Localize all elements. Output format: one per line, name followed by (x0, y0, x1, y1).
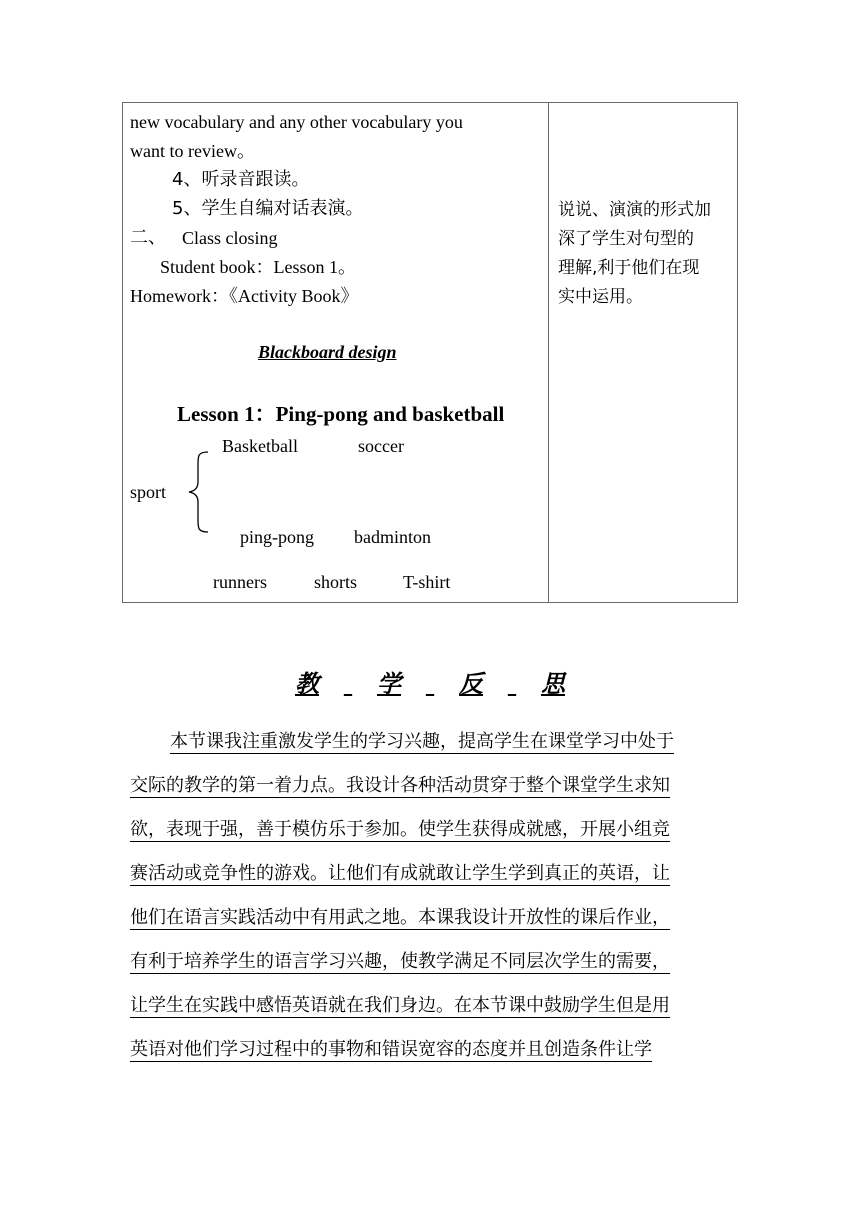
teaching-note-line: 深了学生对句型的 (558, 229, 694, 249)
blackboard-design-heading: Blackboard design (258, 342, 397, 362)
section-two-marker: 二、 (130, 227, 166, 248)
left-cell-line-1: new vocabulary and any other vocabulary you (130, 112, 463, 132)
curly-brace-icon (186, 450, 216, 534)
diagram-word-runners: runners (213, 572, 267, 592)
reflection-paragraph (130, 727, 730, 1079)
homework-line: Homework：《Activity Book》 (130, 286, 359, 306)
paragraph-line: 本节课我注重激发学生的学习兴趣，提高学生在课堂学习中处于 (170, 731, 674, 752)
paragraph-line: 赛活动或竞争性的游戏。让他们有成就敢让学生学到真正的英语，让 (130, 863, 670, 884)
reflection-title-char: 学 (377, 669, 401, 698)
step-4-text: 4、听录音跟读。 (172, 169, 310, 190)
paragraph-line: 让学生在实践中感悟英语就在我们身边。在本节课中鼓励学生但是用 (130, 995, 670, 1016)
teaching-note (558, 196, 734, 312)
student-book-line: Student book：Lesson 1。 (160, 257, 356, 277)
step-5-text: 5、学生自编对话表演。 (172, 198, 364, 219)
reflection-title (0, 664, 860, 699)
teaching-note-line: 理解,利于他们在现 (558, 258, 700, 278)
reflection-title-char: 思 (541, 669, 565, 698)
paragraph-line: 有利于培养学生的语言学习兴趣，使教学满足不同层次学生的需要， (130, 951, 670, 972)
left-cell-line-2: want to review。 (130, 141, 255, 161)
diagram-item-badminton: badminton (354, 527, 431, 547)
table-column-divider (548, 102, 549, 603)
diagram-root-sport: sport (130, 482, 166, 502)
lesson-title: Lesson 1：Ping-pong and basketball (177, 402, 505, 426)
diagram-item-soccer: soccer (358, 436, 404, 456)
paragraph-line: 交际的教学的第一着力点。我设计各种活动贯穿于整个课堂学生求知 (130, 775, 670, 796)
class-closing-label: Class closing (182, 228, 278, 248)
paragraph-line: 英语对他们学习过程中的事物和错误宽容的态度并且创造条件让学 (130, 1039, 652, 1060)
paragraph-line: 他们在语言实践活动中有用武之地。本课我设计开放性的课后作业， (130, 907, 670, 928)
diagram-item-ping-pong: ping-pong (240, 527, 314, 547)
teaching-note-line: 实中运用。 (558, 287, 643, 307)
paragraph-line: 欲，表现于强，善于模仿乐于参加。使学生获得成就感，开展小组竞 (130, 819, 670, 840)
teaching-note-line: 说说、演演的形式加 (558, 200, 711, 220)
diagram-word-shorts: shorts (314, 572, 358, 592)
reflection-title-char: 反 (459, 669, 483, 698)
diagram-item-basketball: Basketball (222, 436, 298, 456)
diagram-word-t-shirt: T-shirt (403, 572, 451, 592)
reflection-title-char: 教 (295, 669, 319, 698)
